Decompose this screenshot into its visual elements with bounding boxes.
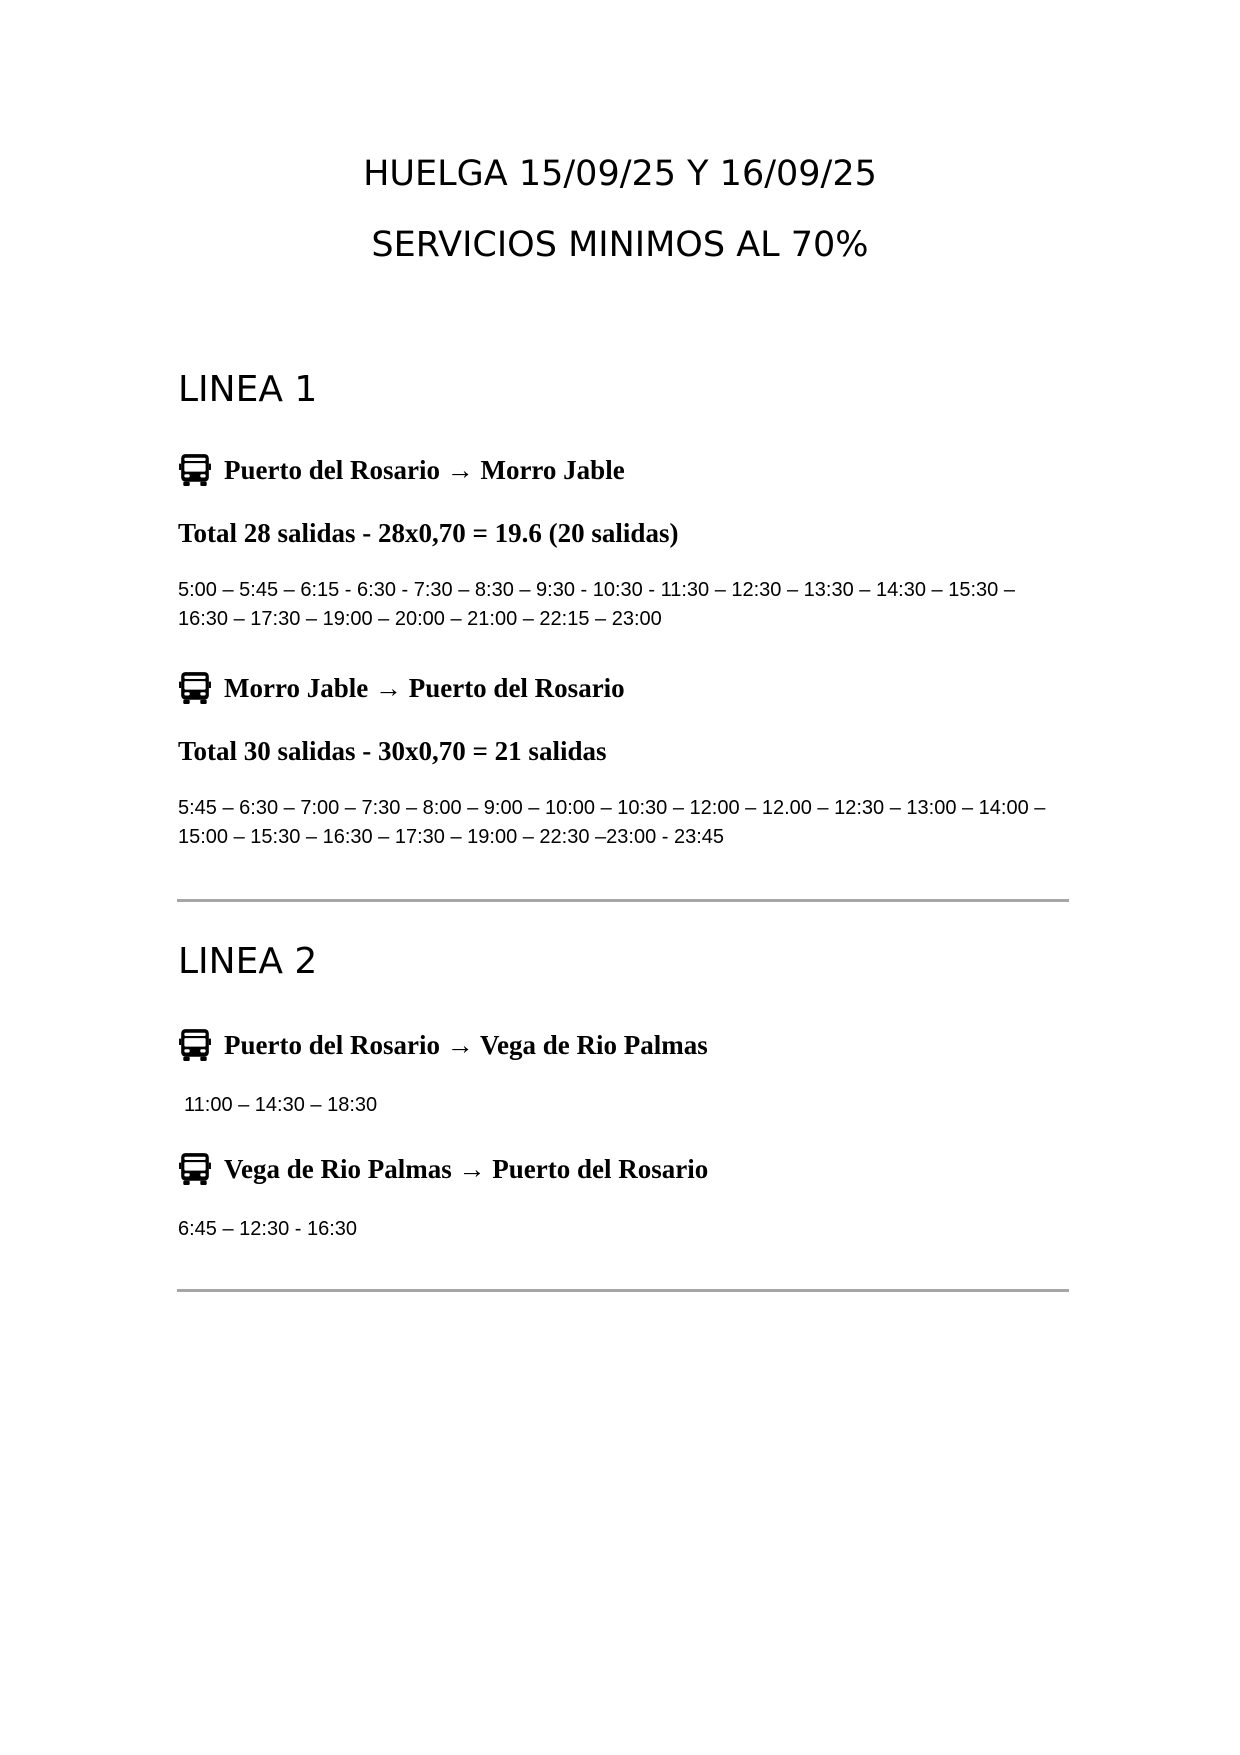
- document-subtitle: SERVICIOS MINIMOS AL 70%: [371, 225, 869, 265]
- route-2-schedule: 5:45 – 6:30 – 7:00 – 7:30 – 8:00 – 9:00 – 10:00 – 10:30 – 12:00 – 12.00 – 12:30 – 13:00 – 14:00 – 15:00 – 15:30 – 16:30 – 17:30 – 19:00 – 22:30 –23:00 - 23:45: [178, 797, 1046, 848]
- bus-icon: [178, 453, 212, 487]
- route-label: Puerto del Rosario → Morro Jable: [224, 454, 625, 485]
- document-title: HUELGA 15/09/25 Y 16/09/25: [363, 154, 877, 194]
- bus-icon: [178, 1028, 212, 1062]
- route-1-total: Total 28 salidas - 28x0,70 = 19.6 (20 salidas): [178, 518, 679, 548]
- route-4-heading: [178, 1149, 708, 1189]
- line-2-heading: LINEA 2: [178, 941, 318, 982]
- route-label: Morro Jable → Puerto del Rosario: [224, 672, 625, 703]
- route-label: Puerto del Rosario → Vega de Rio Palmas: [224, 1029, 708, 1060]
- route-1-heading: [178, 450, 625, 490]
- route-4-schedule: 6:45 – 12:30 - 16:30: [178, 1218, 358, 1240]
- route-label: Vega de Rio Palmas → Puerto del Rosario: [224, 1153, 709, 1184]
- route-3-schedule: 11:00 – 14:30 – 18:30: [184, 1094, 378, 1116]
- route-1-schedule: 5:00 – 5:45 – 6:15 - 6:30 - 7:30 – 8:30 – 9:30 - 10:30 - 11:30 – 12:30 – 13:30 – 14:30 – 15:30 – 16:30 – 17:30 – 19:00 – 20:00 – 21:00 – 22:15 – 23:00: [178, 579, 1015, 630]
- route-2-heading: [178, 668, 625, 708]
- route-3-heading: [178, 1025, 708, 1065]
- route-2-total: Total 30 salidas - 30x0,70 = 21 salidas: [178, 736, 607, 766]
- line-1-heading: LINEA 1: [178, 369, 318, 410]
- bus-icon: [178, 1152, 212, 1186]
- section-divider: [177, 1289, 1069, 1292]
- bus-icon: [178, 671, 212, 705]
- section-divider: [177, 899, 1069, 902]
